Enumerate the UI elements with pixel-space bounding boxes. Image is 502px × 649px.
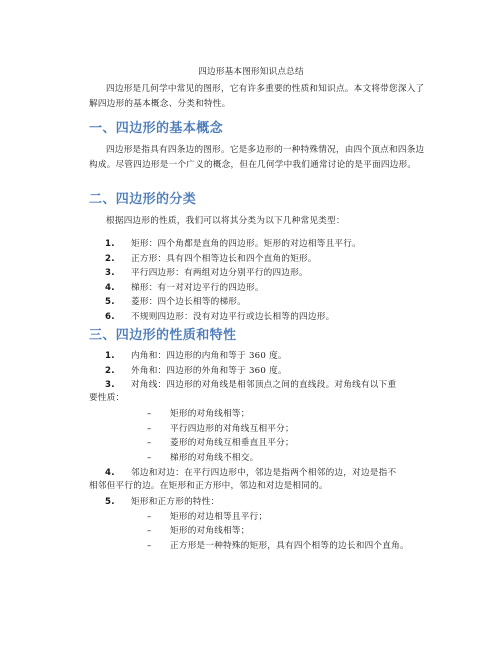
dash-bullet: –	[147, 541, 152, 551]
document-title: 四边形基本图形知识点总结	[198, 67, 304, 77]
list-item	[0, 282, 502, 294]
sub-list-text: 梯形的对角线不相交。	[170, 453, 259, 463]
sub-list-text: 矩形的对角线相等；	[170, 526, 250, 536]
sub-list-item	[0, 437, 502, 449]
sub-list-item	[0, 452, 502, 464]
dash-bullet: –	[147, 438, 152, 448]
list-text: 矩形和正方形的特性：	[131, 497, 220, 507]
sub-list-text: 平行四边形的对角线互相平分；	[170, 424, 294, 434]
sub-list-text: 正方形是一种特殊的矩形，具有四个相等的边长和四个直角。	[170, 541, 409, 551]
list-item	[0, 365, 502, 377]
list-text: 邻边和对边：在平行四边形中，邻边是指两个相邻的边，对边是指不	[131, 468, 397, 478]
list-number: 2.	[105, 366, 115, 376]
sub-list-item	[0, 408, 502, 420]
list-number: 5.	[105, 497, 115, 507]
list-number: 4.	[105, 468, 115, 478]
list-number: 1.	[105, 351, 115, 361]
list-number: 5.	[105, 297, 115, 307]
list-text: 矩形：四个角都是直角的四边形。矩形的对边相等且平行。	[131, 239, 361, 249]
sub-list-text: 矩形的对角线相等；	[170, 409, 250, 419]
list-number: 4.	[105, 283, 115, 293]
list-text: 梯形：有一对对边平行的四边形。	[131, 283, 264, 293]
list-number: 1.	[105, 239, 115, 249]
list-text: 正方形：具有四个相等边长和四个直角的矩形。	[131, 254, 317, 264]
list-text-continuation: 相邻但平行的边。在矩形和正方形中，邻边和对边是相同的。	[89, 481, 328, 491]
list-item	[0, 467, 502, 479]
list-item	[0, 238, 502, 250]
list-number: 6.	[105, 312, 115, 322]
section-2-paragraph: 根据四边形的性质，我们可以将其分类为以下几种常见类型：	[106, 216, 345, 226]
list-text: 不规则四边形：没有对边平行或边长相等的四边形。	[131, 312, 335, 322]
dash-bullet: –	[147, 512, 152, 522]
intro-paragraph: 四边形是几何学中常见的图形，它有许多重要的性质和知识点。本文将带您深入了解四边形的基本概念、分类和特性。	[89, 84, 425, 109]
list-number: 2.	[105, 254, 115, 264]
list-text: 对角线：四边形的对角线是相邻顶点之间的直线段。对角线有以下重	[131, 380, 397, 390]
sub-list-text: 矩形的对边相等且平行；	[170, 512, 268, 522]
list-item	[0, 253, 502, 265]
dash-bullet: –	[147, 526, 152, 536]
sub-list-item	[0, 511, 502, 523]
section-1-heading: 一、四边形的基本概念	[89, 121, 224, 136]
dash-bullet: –	[147, 453, 152, 463]
list-item	[0, 296, 502, 308]
list-text-continuation: 要性质：	[89, 393, 125, 403]
section-2-heading: 二、四边形的分类	[89, 192, 197, 207]
sub-list-item	[0, 525, 502, 537]
dash-bullet: –	[147, 424, 152, 434]
dash-bullet: –	[147, 409, 152, 419]
list-item	[0, 267, 502, 279]
list-number: 3.	[105, 268, 115, 278]
list-item	[0, 379, 502, 391]
list-item	[0, 496, 502, 508]
sub-list-text: 菱形的对角线互相垂直且平分；	[170, 438, 294, 448]
list-text: 内角和：四边形的内角和等于 360 度。	[131, 351, 287, 361]
list-text: 外角和：四边形的外角和等于 360 度。	[131, 366, 287, 376]
section-3-heading: 三、四边形的性质和特性	[89, 328, 237, 343]
list-item	[0, 311, 502, 323]
list-item	[0, 350, 502, 362]
sub-list-item	[0, 540, 502, 552]
list-text: 平行四边形：有两组对边分别平行的四边形。	[131, 268, 308, 278]
list-number: 3.	[105, 380, 115, 390]
list-text: 菱形：四个边长相等的梯形。	[131, 297, 246, 307]
section-1-paragraph: 四边形是指具有四条边的图形。它是多边形的一种特殊情况，由四个顶点和四条边构成。尽管四边形是一个广义的概念，但在几何学中我们通常讨论的是平面四边形。	[89, 145, 425, 170]
sub-list-item	[0, 423, 502, 435]
